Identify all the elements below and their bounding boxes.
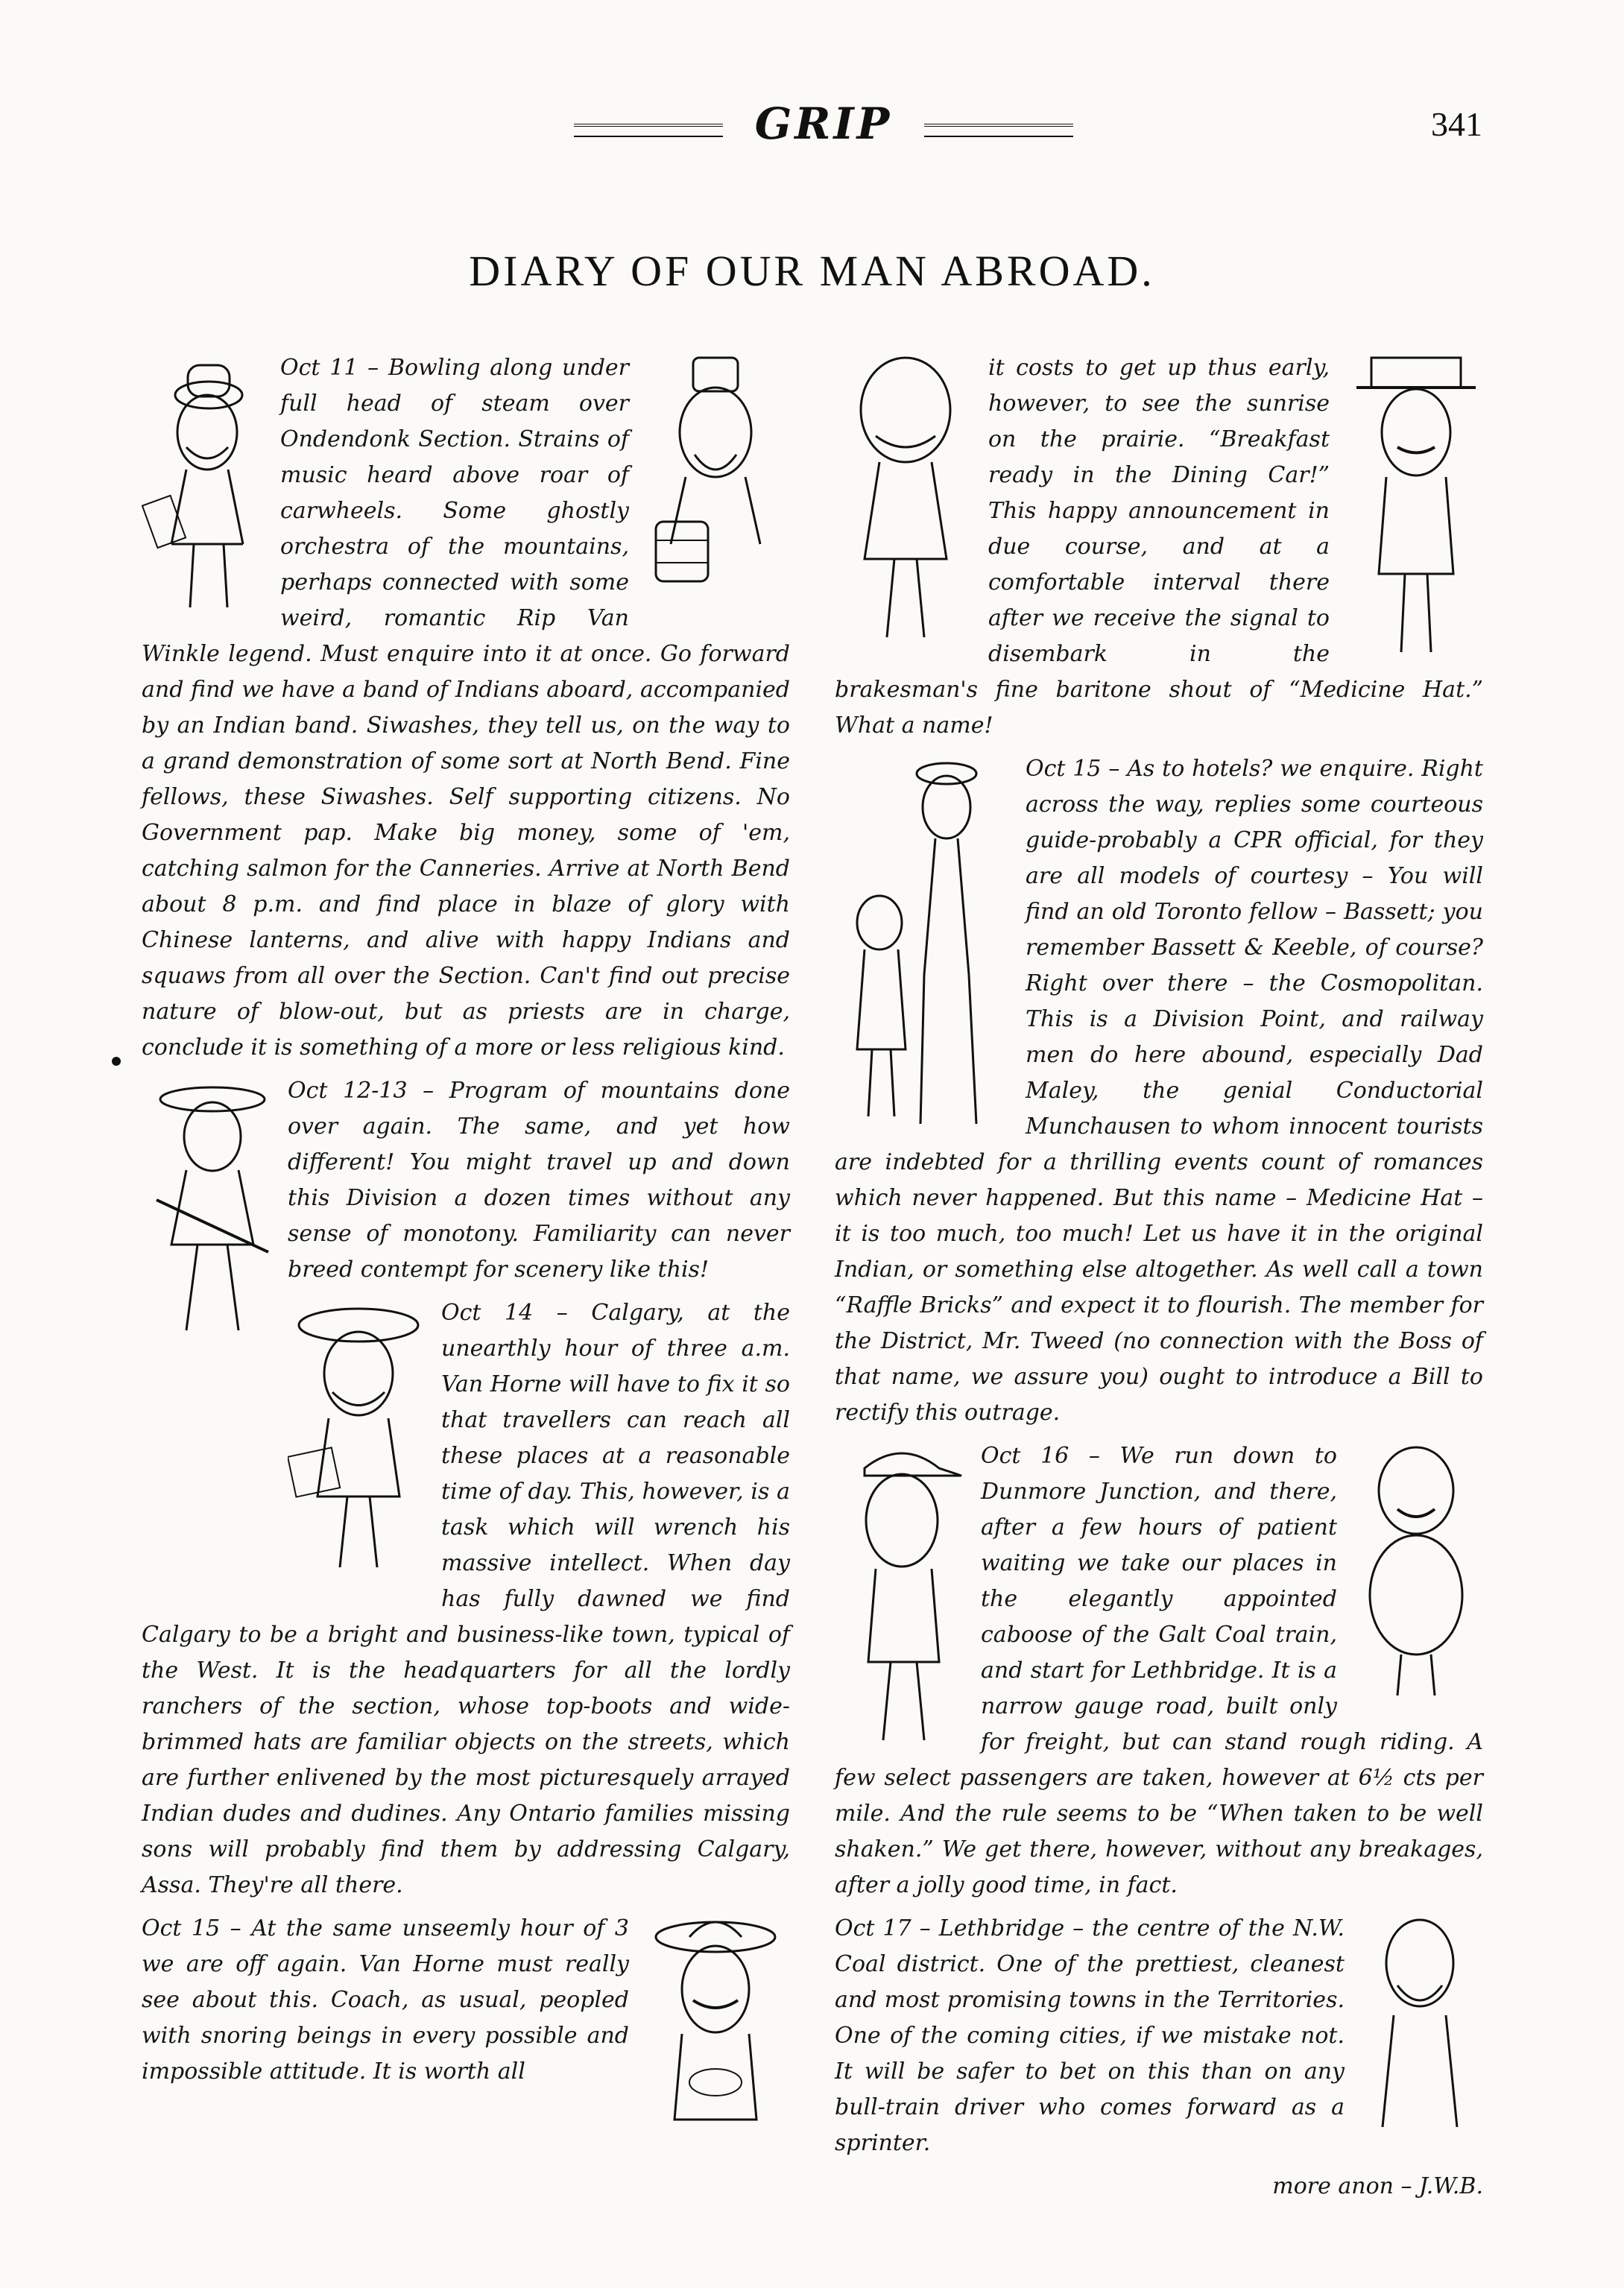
article-title: DIARY OF OUR MAN ABROAD. [469, 247, 1155, 295]
left-column [142, 350, 790, 2228]
sketch-two-men-conversing [835, 751, 1014, 1139]
masthead [0, 98, 1624, 158]
sketch-man-with-cap [835, 1438, 969, 1751]
sketch-man-with-bowler-hat [142, 350, 268, 619]
sketch-man-with-fez [641, 350, 790, 596]
diary-entry: Oct 11 – Bowling along under full head of steam over Ondendonk Section. Strains of music heard above roar of carwheels. Some ghostly orchestra of the mountains, perhaps connected with some weird, romantic Rip Van Winkle legend. Must enquire into it at once. Go forward and find we have a band of Indians aboard, accompanied by an Indian band. Siwashes, they tell us, on the way to a grand demonstration of some sort at North Bend. Fine fellows, these Siwashes. Self supporting citizens. No Government pap. Make big money, some of 'em, catching salmon for the Canneries. Arrive at North Bend about 8 p.m. and find place in blaze of glory with Chinese lanterns, and alive with happy Indians and squaws from all over the Section. Can't find out precise nature of blow-out, but as priests are in charge, conclude it is something of a more or less religious kind. [142, 355, 790, 1061]
sketch-elderly-man [1356, 1911, 1483, 2134]
diary-entry: Oct 17 – Lethbridge – the centre of the N.W. Coal district. One of the prettiest, cleanest and most promising towns in the Territories. One of the coming cities, if we mistake not. It will be safer to bet on this than on any bull-train driver who comes forward as a sprinter. [835, 1915, 1345, 2156]
sketch-man-with-top-hat [1342, 350, 1483, 663]
sketch-man-with-cowboy-hat [641, 1911, 790, 2164]
margin-dot [112, 1057, 121, 1066]
signature: more anon – J.W.B. [1272, 2173, 1483, 2199]
page-number: 341 [1431, 105, 1482, 143]
masthead-title: GRIP [754, 98, 893, 149]
sketch-bald-man [835, 350, 976, 648]
sketch-stout-man [1349, 1438, 1483, 1707]
sketch-man-with-supreme-court-sign [288, 1295, 429, 1578]
sketch-man-with-rifle [142, 1073, 276, 1341]
masthead-rule-right [924, 124, 1073, 137]
diary-entry: Oct 14 – Calgary, at the unearthly hour of three a.m. Van Horne will have to fix it so that travellers can reach all these places at a reasonable time of day. This, however, is a task which will wrench his massive intellect. When day has fully dawned we find Calgary to be a bright and business-like town, typical of the West. It is the headquarters for all the lordly ranchers of the section, whose top-boots and wide-brimmed hats are familiar objects on the streets, which are further enlivened by the most picturesquely arrayed Indian dudes and dudines. Any Ontario families missing sons will probably find them by addressing Calgary, Assa. They're all there. [142, 1300, 790, 1898]
diary-entry: it costs to get up thus early, however, to see the sunrise on the prairie. “Breakfast ready in the Dining Car!” This happy announcement in due course, and at a comfortable interval there after we receive the signal to disembark in the brakesman's fine baritone shout of “Medicine Hat.” What a name! [835, 355, 1483, 739]
diary-entry: Oct 12-13 – Program of mountains done over again. The same, and yet how different! You might travel up and down this Division a dozen times without any sense of monotony. Familiarity can never breed contempt for scenery like this! [288, 1078, 790, 1283]
masthead-rule-left [574, 124, 723, 137]
diary-entry: Oct 15 – At the same unseemly hour of 3 we are off again. Van Horne must really see about this. Coach, as usual, peopled with snoring beings in every possible and impossible attitude. It is worth all [142, 1915, 629, 2085]
right-column [835, 350, 1483, 2228]
diary-entry: Oct 15 – As to hotels? we enquire. Right across the way, replies some courteous guide-probably a CPR official, for they are all models of courtesy – You will find an old Toronto fellow – Bassett; you remember Bassett & Keeble, of course? Right over there – the Cosmopolitan. This is a Division Point, and railway men do here abound, especially Dad Maley, the genial Conductorial Munchausen to whom innocent tourists are indebted for a thrilling events count of romances which never happened. But this name – Medicine Hat – it is too much, too much! Let us have it in the original Indian, or something else altogether. As well call a town “Raffle Bricks” and expect it to flourish. The member for the District, Mr. Tweed (no connection with the Boss of that name, we assure you) ought to introduce a Bill to rectify this outrage. [835, 756, 1483, 1426]
diary-entry: Oct 16 – We run down to Dunmore Junction, and there, after a few hours of patient waiting we take our places in the elegantly appointed caboose of the Galt Coal train, and start for Lethbridge. It is a narrow gauge road, built only for freight, but can stand rough riding. A few select passengers are taken, however at 6½ cts per mile. And the rule seems to be “When taken to be well shaken.” We get there, however, without any breakages, after a jolly good time, in fact. [835, 1443, 1483, 1898]
